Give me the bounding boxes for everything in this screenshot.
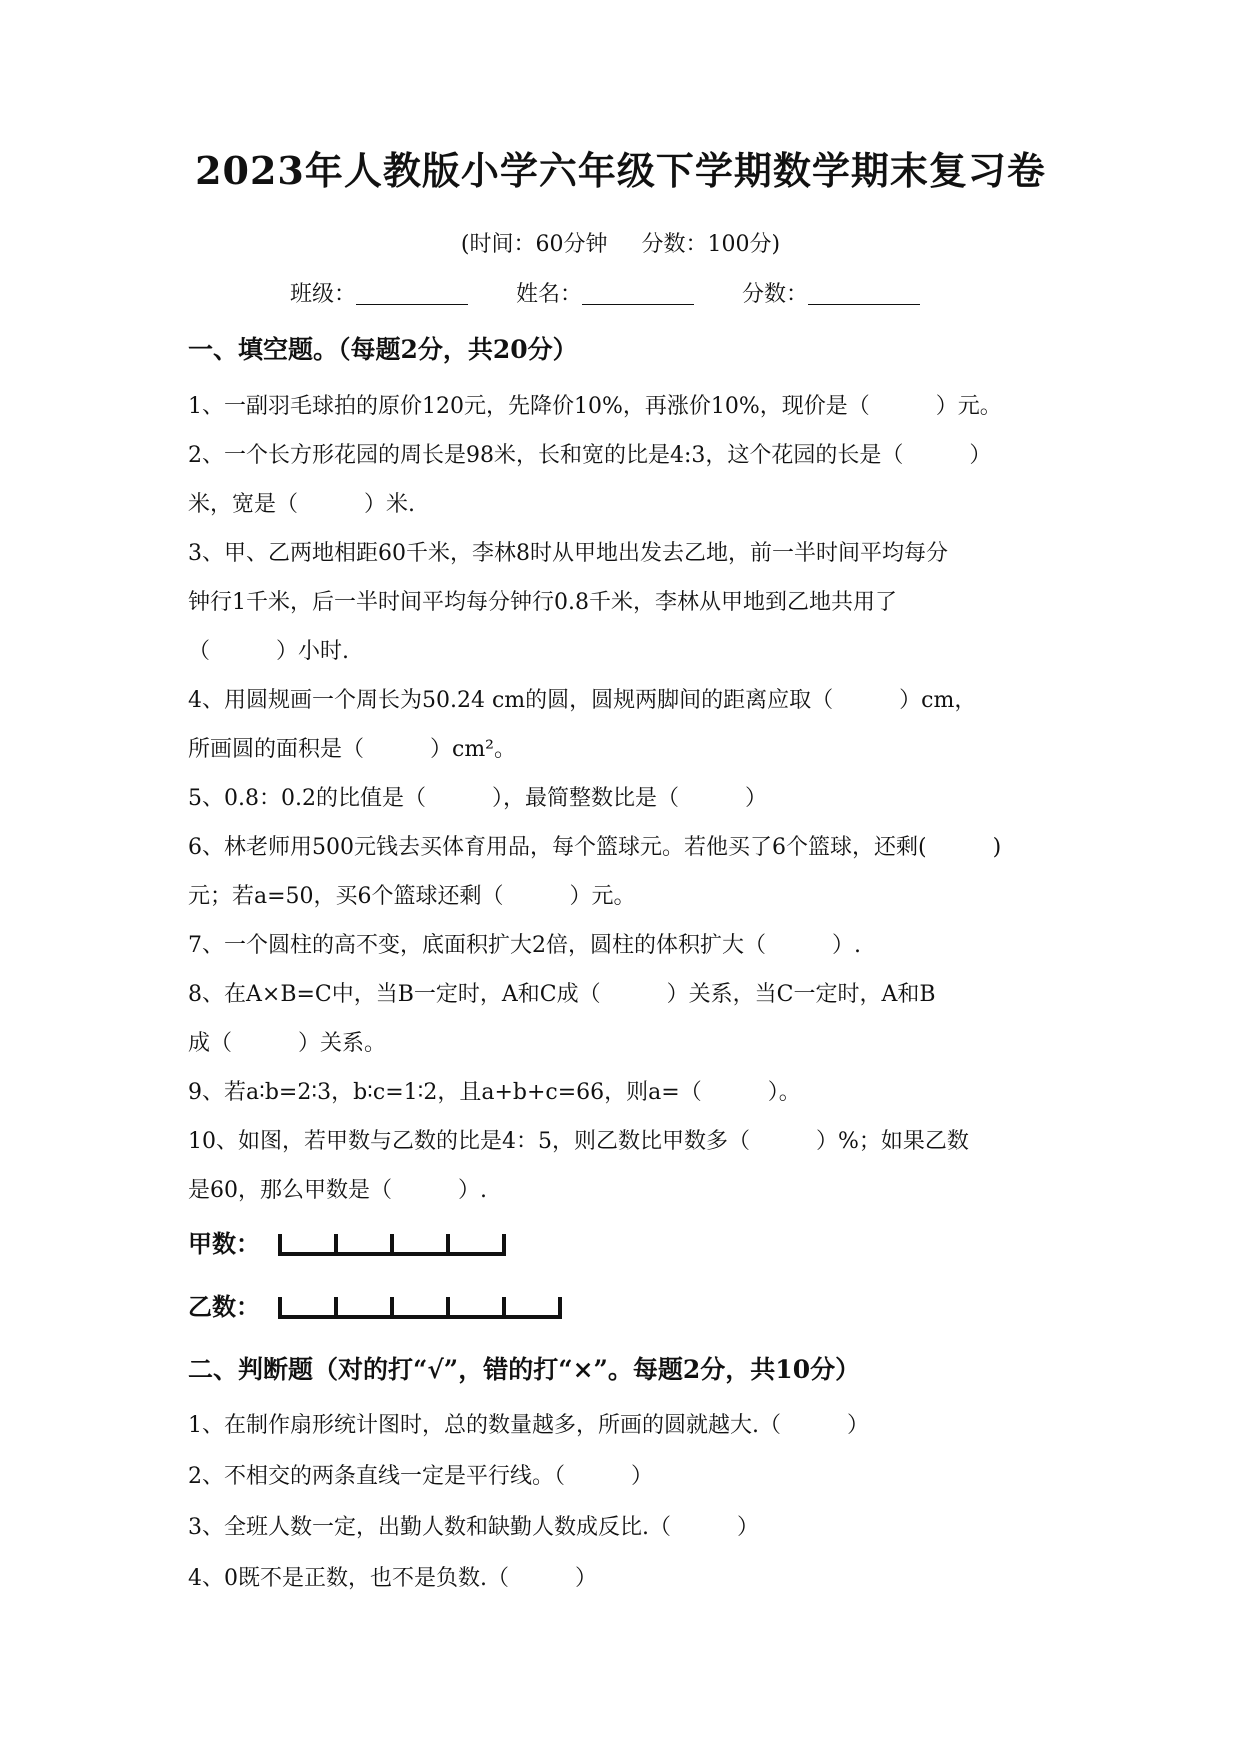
question-line: 9、若a∶b=2∶3，b∶c=1∶2，且a+b+c=66，则a=（ ）。 [188,1080,801,1105]
score-label: 分数： [742,282,809,307]
question-line: 3、甲、乙两地相距60千米，李林8时从甲地出发去乙地，前一半时间平均每分 [188,541,948,566]
name-blank[interactable] [582,282,694,305]
question-line: 4、用圆规画一个周长为50.24 cm的圆，圆规两脚间的距离应取（ ）cm， [188,688,977,713]
section1-heading: 一、填空题。（每题2分，共20分） [188,335,578,364]
question-line: 1、一副羽毛球拍的原价120元，先降价10%，再涨价10%，现价是（ ）元。 [188,394,1002,419]
question-line: 钟行1千米，后一半时间平均每分钟行0.8千米，李林从甲地到乙地共用了 [188,590,897,615]
page-title: 2023年人教版小学六年级下学期数学期末复习卷 [195,148,1046,193]
jia-label: 甲数： [188,1230,260,1258]
question-line: 7、一个圆柱的高不变，底面积扩大2倍，圆柱的体积扩大（ ）. [188,933,861,958]
question-line: （ ）小时. [188,639,349,664]
name-label: 姓名： [516,282,583,307]
judgement-line: 4、0既不是正数，也不是负数.（ ） [188,1566,597,1591]
jia-segment-diagram [276,1228,516,1260]
student-info-row [290,277,968,308]
question-line: 2、一个长方形花园的周长是98米，长和宽的比是4:3，这个花园的长是（ ） [188,443,992,468]
exam-time-score [0,227,1241,258]
exam-total-score: 分数：100分) [641,232,781,257]
section2-heading: 二、判断题（对的打“√”，错的打“×”。每题2分，共10分） [188,1355,861,1384]
exam-time: (时间：60分钟 [460,232,608,257]
question-line: 米，宽是（ ）米. [188,492,415,517]
judgement-line: 2、不相交的两条直线一定是平行线。（ ） [188,1464,653,1489]
class-blank[interactable] [356,282,468,305]
question-line: 成（ ）关系。 [188,1031,387,1056]
yi-label: 乙数： [188,1293,260,1321]
question-line: 所画圆的面积是（ ）cm²。 [188,737,517,762]
score-blank[interactable] [808,282,920,305]
yi-segment-diagram [276,1291,566,1323]
question-line: 10、如图，若甲数与乙数的比是4：5，则乙数比甲数多（ ）%；如果乙数 [188,1129,969,1154]
question-line: 8、在A×B=C中，当B一定时，A和C成（ ）关系，当C一定时，A和B [188,982,936,1007]
class-label: 班级： [290,282,357,307]
question-line: 是60，那么甲数是（ ）. [188,1178,487,1203]
question-line: 6、林老师用500元钱去买体育用品，每个篮球元。若他买了6个篮球，还剩( ) [188,835,1002,860]
judgement-line: 3、全班人数一定，出勤人数和缺勤人数成反比.（ ） [188,1515,759,1540]
judgement-line: 1、在制作扇形统计图时，总的数量越多，所画的圆就越大.（ ） [188,1413,869,1438]
question-line: 5、0.8：0.2的比值是（ ），最简整数比是（ ） [188,786,767,811]
question-line: 元；若a=50，买6个篮球还剩（ ）元。 [188,884,636,909]
